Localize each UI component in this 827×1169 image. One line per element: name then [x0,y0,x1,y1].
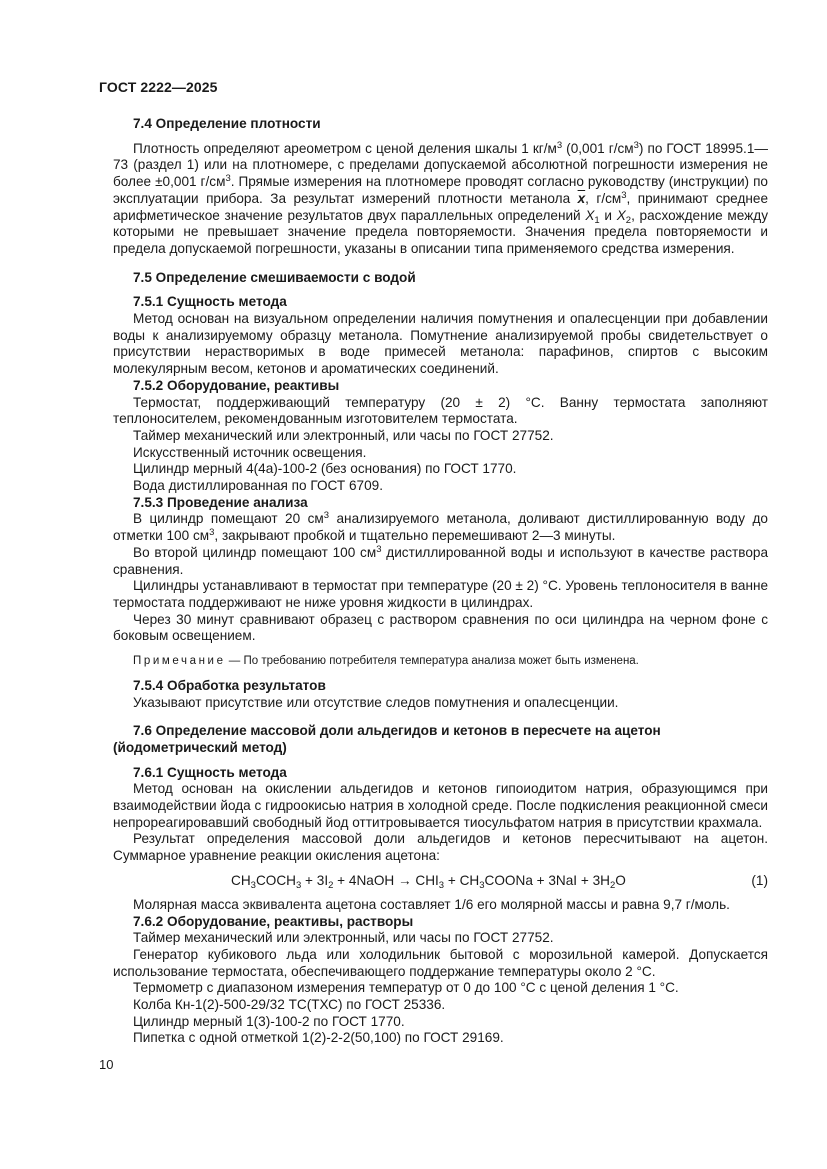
section-7-4-title: 7.4 Определение плотности [133,116,321,131]
equipment-item: Цилиндр мерный 4(4а)-100-2 (без основания) по ГОСТ 1770. [133,461,517,477]
section-7-6-2-title: 7.6.2 Оборудование, реактивы, растворы [133,913,414,929]
section-7-5-3-paragraph-4: Через 30 минут сравнивают образец с раствором сравнения по оси цилиндра на черном фоне с боковым освещением. [113,611,768,644]
section-7-4-paragraph: Плотность определяют ареометром с ценой деления шкалы 1 $кг/м^3$ (0,001 $г/см^3$) по ГОСТ 18995.1—73 (раздел 1) или на плотномере, с пределами допускаемой абсолютной погрешности измерения не более ±0,001 $г/см^3$. Прямые измерения на плотномере проводят согласно руководству (инструкции) по эксплуатации прибора. За результат измерений плотности метанола $\overline{x}$, $г/см^3$, принимают среднее арифметическое значение результатов двух параллельных определений $X_1$ и $X_2$, расхождение между которыми не превышает значение предела повторяемости. Значения предела повторяемости и предела допускаемой погрешности, указаны в описании типа применяемого средства измерения. [113,139,769,256]
equipment-item: Термостат, поддерживающий температуру (20 ± 2) °С. Ванну термостата заполняют теплоносителем, рекомендованным изготовителем термостата. [113,394,768,427]
section-7-6-title: 7.6 Определение массовой доли альдегидов и кетонов в пересчете на ацетон (йодометрический метод) [113,723,661,755]
section-7-6-1-paragraph-3: Молярная масса эквивалента ацетона составляет 1/6 его молярной массы и равна 9,7 г/моль. [133,896,730,912]
section-7-5-2-title: 7.5.2 Оборудование, реактивы [133,377,340,393]
section-7-6-1-title: 7.6.1 Сущность метода [133,764,287,780]
section-7-5-1-paragraph: Метод основан на визуальном определении наличия помутнения и опалесценции при добавлении воды к анализируемому образцу метанола. Помутнение анализируемой пробы свидетельствует о присутствии нерастворимых в воде примесей метанола: парафинов, спиртов с высоким молекулярным весом, кетонов и ароматических соединений. [113,311,768,377]
section-7-5-3-title: 7.5.3 Проведение анализа [133,494,308,510]
equipment-item: Термометр с диапазоном измерения температур от 0 до 100 °С с ценой деления 1 °С. [133,980,679,996]
section-7-5-title: 7.5 Определение смешиваемости с водой [133,269,416,285]
equipment-item: Пипетка с одной отметкой 1(2)-2-2(50,100) по ГОСТ 29169. [133,1030,504,1046]
note [113,653,768,670]
section-7-5-3-paragraph-2: Во второй цилиндр помещают 100 $см^3$ дистиллированной воды и используют в качестве раствора сравнения. [113,543,769,577]
equipment-item: Генератор кубикового льда или холодильник бытовой с морозильной камерой. Допускается использование термостата, обеспечивающего поддержание температуры около 2 °С. [113,946,768,979]
equipment-item: Колба Кн-1(2)-500-29/32 ТС(ТХС) по ГОСТ 25336. [133,997,446,1013]
equipment-item: Цилиндр мерный 1(3)-100-2 по ГОСТ 1770. [133,1013,405,1029]
equipment-item: Вода дистиллированная по ГОСТ 6709. [133,478,383,494]
equation-number: (1) [751,872,768,888]
note-label: Примечание [133,655,226,668]
section-7-6-1-paragraph-1: Метод основан на окислении альдегидов и кетонов гипоиодитом натрия, образующимся при взаимодействии йода с гидроокисью натрия в холодной среде. После подкисления реакционной смеси непрореагировавший свободный йод оттитровывается тиосульфатом натрия в присутствии крахмала. [113,781,768,830]
equipment-item: Искусственный источник освещения. [133,444,367,460]
section-7-5-3-paragraph-1: В цилиндр помещают 20 $см^3$ анализируемого метанола, доливают дистиллированную воду до отметки 100 $см^3$, закрывают пробкой и тщательно перемешивают 2—3 минуты. [113,510,768,544]
mean-density-symbol: $\overline{x}$ [577,190,586,206]
document-body [113,116,768,1047]
page-number: 10 [99,1057,114,1072]
equipment-item: Таймер механический или электронный, или часы по ГОСТ 27752. [133,930,554,946]
section-7-5-3-paragraph-3: Цилиндры устанавливают в термостат при температуре (20 ± 2) °С. Уровень теплоносителя в ванне термостата поддерживают не ниже уровня жидкости в цилиндрах. [113,578,769,610]
note-text: — По требованию потребителя температура анализа может быть изменена. [225,655,639,668]
section-7-5-1-title: 7.5.1 Сущность метода [133,294,287,310]
equation-formula: $CH_3COCH_3 + 3I_2$ + 4NaOH → $CHI_3$ + $CH_3COONa + 3NaI + 3H_2O$ [231,872,626,891]
section-7-5-4-title: 7.5.4 Обработка результатов [133,677,326,693]
section-7-6-1-paragraph-2: Результат определения массовой доли альдегидов и кетонов пересчитывают на ацетон. Суммарное уравнение реакции окисления ацетона: [113,831,768,864]
reaction-equation [113,873,768,893]
standard-header: ГОСТ 2222—2025 [99,79,218,95]
equipment-item: Таймер механический или электронный, или часы по ГОСТ 27752. [133,427,554,443]
section-7-5-4-paragraph: Указывают присутствие или отсутствие следов помутнения и опалесценции. [133,694,619,710]
